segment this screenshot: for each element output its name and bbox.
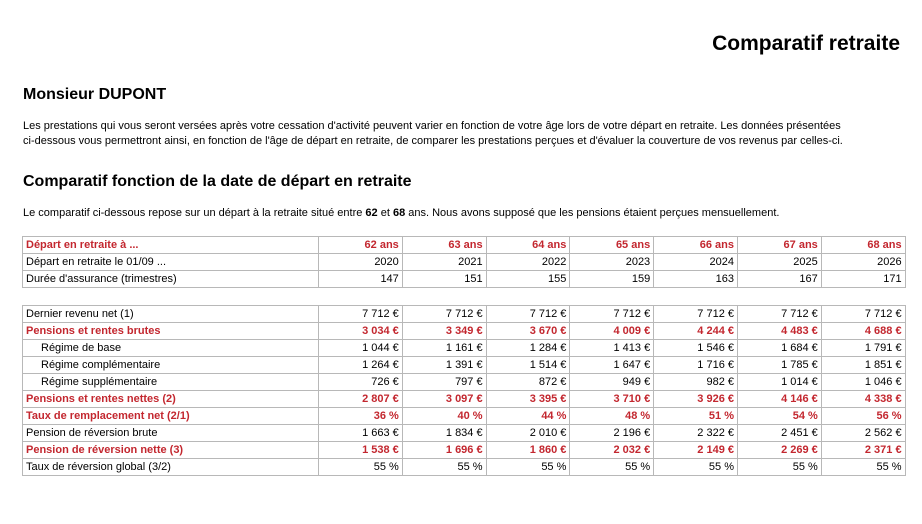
table-cell: 2021 [402, 254, 486, 271]
table-cell: 147 [319, 271, 403, 288]
table-cell: 7 712 € [654, 306, 738, 323]
table-cell: 872 € [486, 374, 570, 391]
section-intro-text: Le comparatif ci-dessous repose sur un départ à la retraite situé entre [23, 207, 366, 219]
table-cell: 2 371 € [821, 442, 905, 459]
section-title: Comparatif fonction de la date de départ en retraite [23, 173, 412, 190]
table-cell: 1 538 € [319, 442, 403, 459]
table-cell: 1 785 € [737, 357, 821, 374]
table-row [23, 271, 906, 288]
table-cell: 40 % [402, 408, 486, 425]
table-row [23, 374, 906, 391]
table-cell: 167 [737, 271, 821, 288]
row-label: Régime supplémentaire [23, 374, 319, 391]
table-cell: 155 [486, 271, 570, 288]
table-row [23, 442, 906, 459]
header-cell: 63 ans [402, 237, 486, 254]
table-cell: 4 483 € [737, 323, 821, 340]
table-cell: 2 451 € [737, 425, 821, 442]
table-cell: 3 395 € [486, 391, 570, 408]
table-cell: 1 716 € [654, 357, 738, 374]
table-cell: 3 097 € [402, 391, 486, 408]
table-cell: 55 % [486, 459, 570, 476]
table-cell: 2 807 € [319, 391, 403, 408]
row-label: Dernier revenu net (1) [23, 306, 319, 323]
table-cell: 55 % [654, 459, 738, 476]
table-cell: 3 034 € [319, 323, 403, 340]
table-row [23, 391, 906, 408]
table-cell: 56 % [821, 408, 905, 425]
table-cell: 7 712 € [486, 306, 570, 323]
row-label: Durée d'assurance (trimestres) [23, 271, 319, 288]
table-cell: 1 791 € [821, 340, 905, 357]
table-cell: 7 712 € [821, 306, 905, 323]
table-cell: 7 712 € [737, 306, 821, 323]
row-label: Départ en retraite à ... [23, 237, 319, 254]
table-row [23, 408, 906, 425]
table-header-row [23, 237, 906, 254]
table-cell: 55 % [570, 459, 654, 476]
row-label: Régime complémentaire [23, 357, 319, 374]
header-cell: 64 ans [486, 237, 570, 254]
table-cell: 1 546 € [654, 340, 738, 357]
table-cell: 1 264 € [319, 357, 403, 374]
table-cell: 4 009 € [570, 323, 654, 340]
table-cell: 1 514 € [486, 357, 570, 374]
table-cell: 797 € [402, 374, 486, 391]
intro-line: ci-dessous vous permettront ainsi, en fonction de l'âge de départ en retraite, de comparer les prestations perçues et d'évaluer la couverture de vos revenus par celles-ci. [23, 135, 843, 147]
table-cell: 4 338 € [821, 391, 905, 408]
table-cell: 2 562 € [821, 425, 905, 442]
header-cell: 67 ans [737, 237, 821, 254]
row-label: Pension de réversion nette (3) [23, 442, 319, 459]
table-cell: 7 712 € [402, 306, 486, 323]
table-cell: 2024 [654, 254, 738, 271]
document-title: Comparatif retraite [712, 32, 900, 55]
header-cell: 66 ans [654, 237, 738, 254]
table-cell: 4 244 € [654, 323, 738, 340]
table-cell: 1 834 € [402, 425, 486, 442]
table-cell: 7 712 € [319, 306, 403, 323]
table-cell: 4 688 € [821, 323, 905, 340]
table-cell: 7 712 € [570, 306, 654, 323]
header-cell: 65 ans [570, 237, 654, 254]
table-cell: 1 391 € [402, 357, 486, 374]
table-row [23, 254, 906, 271]
table-cell: 2 322 € [654, 425, 738, 442]
table-cell: 1 851 € [821, 357, 905, 374]
table-cell: 3 670 € [486, 323, 570, 340]
table-row [23, 323, 906, 340]
table-cell: 1 161 € [402, 340, 486, 357]
table-cell: 1 014 € [737, 374, 821, 391]
departure-table [22, 236, 906, 288]
table-row [23, 340, 906, 357]
row-label: Régime de base [23, 340, 319, 357]
table-cell: 1 696 € [402, 442, 486, 459]
table-cell: 2023 [570, 254, 654, 271]
section-intro-text: ans. Nous avons supposé que les pensions étaient perçues mensuellement. [405, 207, 780, 219]
table-cell: 1 413 € [570, 340, 654, 357]
table-cell: 171 [821, 271, 905, 288]
table-cell: 726 € [319, 374, 403, 391]
table-cell: 3 349 € [402, 323, 486, 340]
table-cell: 54 % [737, 408, 821, 425]
table-cell: 2025 [737, 254, 821, 271]
age-max: 68 [392, 207, 406, 219]
section-intro [23, 207, 903, 219]
row-label: Pension de réversion brute [23, 425, 319, 442]
table-cell: 1 684 € [737, 340, 821, 357]
table-row [23, 357, 906, 374]
intro-line: Les prestations qui vous seront versées après votre cessation d'activité peuvent varier en fonction de votre âge lors de votre départ en retraite. Les données présentées [23, 120, 841, 132]
table-cell: 1 860 € [486, 442, 570, 459]
table-cell: 48 % [570, 408, 654, 425]
table-row [23, 425, 906, 442]
table-cell: 1 284 € [486, 340, 570, 357]
intro-paragraph [23, 119, 903, 149]
section-intro-text: et [377, 207, 393, 219]
table-cell: 159 [570, 271, 654, 288]
table-cell: 51 % [654, 408, 738, 425]
table-cell: 982 € [654, 374, 738, 391]
table-cell: 3 710 € [570, 391, 654, 408]
table-cell: 1 647 € [570, 357, 654, 374]
client-name: Monsieur DUPONT [23, 86, 167, 103]
table-cell: 2 196 € [570, 425, 654, 442]
table-cell: 4 146 € [737, 391, 821, 408]
row-label: Taux de réversion global (3/2) [23, 459, 319, 476]
row-label: Pensions et rentes brutes [23, 323, 319, 340]
row-label: Taux de remplacement net (2/1) [23, 408, 319, 425]
table-cell: 1 663 € [319, 425, 403, 442]
table-cell: 163 [654, 271, 738, 288]
table-row [23, 459, 906, 476]
header-cell: 68 ans [821, 237, 905, 254]
table-cell: 2022 [486, 254, 570, 271]
row-label: Départ en retraite le 01/09 ... [23, 254, 319, 271]
table-cell: 55 % [737, 459, 821, 476]
table-cell: 2 032 € [570, 442, 654, 459]
table-cell: 151 [402, 271, 486, 288]
table-cell: 1 046 € [821, 374, 905, 391]
table-cell: 3 926 € [654, 391, 738, 408]
table-cell: 1 044 € [319, 340, 403, 357]
table-cell: 2 269 € [737, 442, 821, 459]
table-cell: 2020 [319, 254, 403, 271]
table-cell: 2 010 € [486, 425, 570, 442]
table-cell: 44 % [486, 408, 570, 425]
row-label: Pensions et rentes nettes (2) [23, 391, 319, 408]
table-cell: 55 % [821, 459, 905, 476]
table-cell: 55 % [319, 459, 403, 476]
pension-comparison-table [22, 305, 906, 476]
table-cell: 2 149 € [654, 442, 738, 459]
table-cell: 949 € [570, 374, 654, 391]
age-min: 62 [365, 207, 378, 219]
table-cell: 2026 [821, 254, 905, 271]
table-cell: 36 % [319, 408, 403, 425]
table-row [23, 306, 906, 323]
table-cell: 55 % [402, 459, 486, 476]
header-cell: 62 ans [319, 237, 403, 254]
